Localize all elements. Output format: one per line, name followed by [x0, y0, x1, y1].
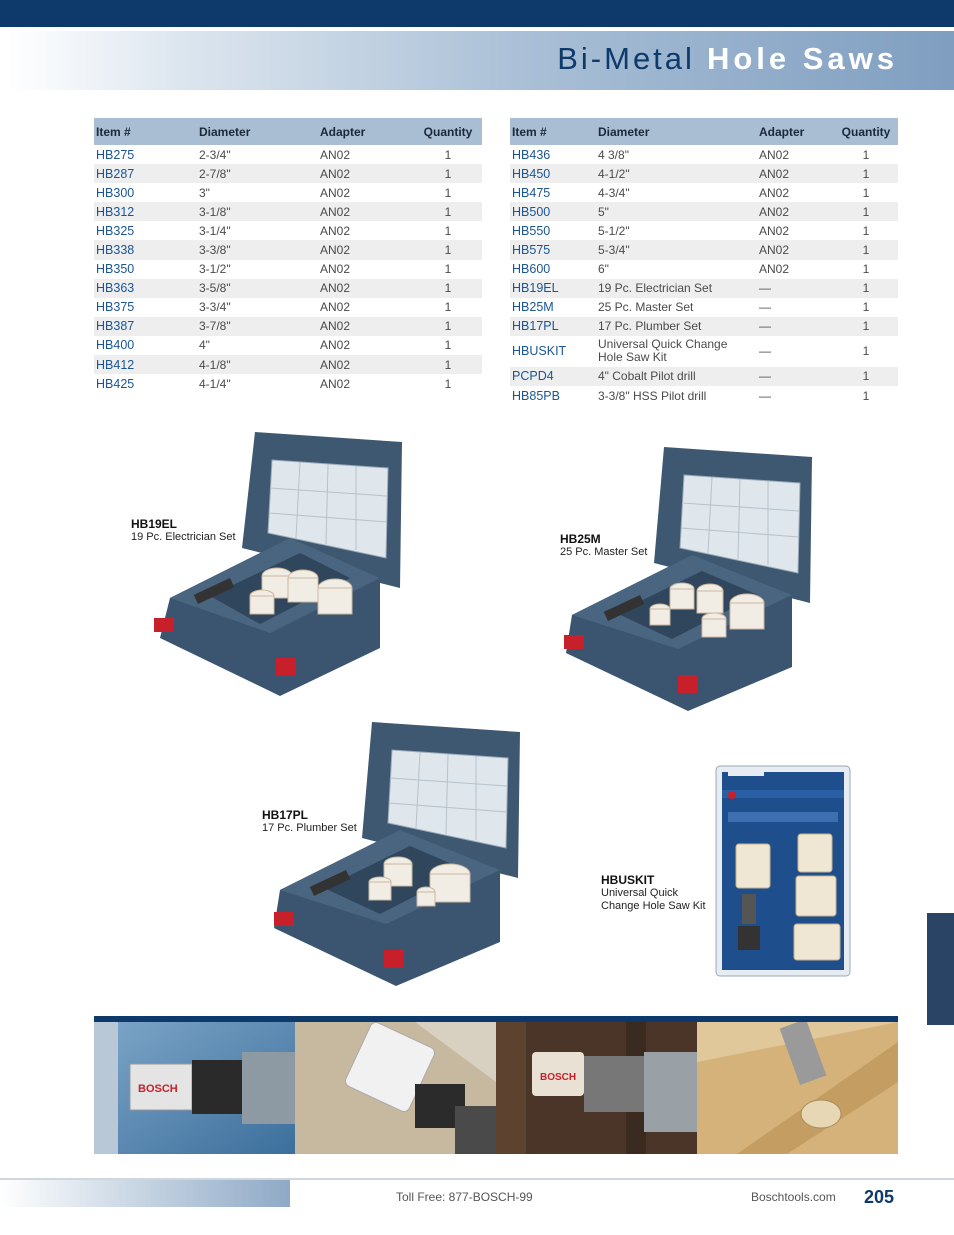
adapter-cell: AN02: [320, 262, 351, 277]
diameter-cell: 4-1/2": [596, 164, 757, 183]
product-desc-line1: Universal Quick: [601, 887, 679, 899]
diameter-cell: 4": [199, 338, 210, 353]
top-bar: [0, 0, 954, 27]
diameter-cell: 5": [596, 202, 757, 221]
diameter-cell: 4" Cobalt Pilot drill: [596, 367, 757, 386]
table-row: [94, 221, 482, 240]
diameter-cell: 4-1/8": [197, 355, 318, 374]
table-row: [94, 279, 482, 298]
quantity-cell: 1: [862, 388, 870, 403]
adapter-cell: AN02: [318, 317, 414, 336]
table-header-row: [94, 118, 482, 145]
diameter-cell: 4-1/4": [199, 376, 231, 391]
item-cell[interactable]: HB85PB: [512, 388, 560, 403]
item-cell[interactable]: HB387: [94, 317, 197, 336]
adapter-cell: AN02: [318, 164, 414, 183]
diameter-cell: 17 Pc. Plumber Set: [596, 317, 757, 336]
hole-saw-case-image: [150, 428, 410, 700]
product-code: HB25M: [560, 532, 601, 546]
table-row: [510, 164, 898, 183]
table-row: [94, 202, 482, 221]
application-photo-strip: [94, 1016, 898, 1154]
item-cell[interactable]: HB600: [512, 262, 551, 277]
quantity-cell: 1: [834, 317, 898, 336]
table-row: [510, 367, 898, 386]
column-header: Item #: [510, 118, 596, 145]
hole-saw-case-image: [270, 718, 530, 990]
table-row: [94, 374, 482, 393]
adapter-cell: AN02: [318, 279, 414, 298]
table-row: [94, 183, 482, 202]
adapter-cell: AN02: [320, 300, 351, 315]
table-row: [510, 260, 898, 279]
quantity-cell: 1: [834, 240, 898, 259]
adapter-cell: AN02: [320, 185, 351, 200]
table-row: [94, 164, 482, 183]
item-cell[interactable]: HB312: [94, 202, 197, 221]
adapter-cell: —: [759, 300, 771, 315]
column-header: Adapter: [318, 118, 414, 145]
adapter-cell: —: [757, 279, 834, 298]
quantity-cell: 1: [834, 367, 898, 386]
spec-table-right: [510, 118, 898, 405]
table-row: [510, 386, 898, 405]
adapter-cell: AN02: [757, 164, 834, 183]
quantity-cell: 1: [444, 376, 452, 391]
product-code: HB17PL: [262, 808, 309, 822]
footer-toll-free: Toll Free: 877-BOSCH-99: [396, 1190, 533, 1204]
table-row: [510, 317, 898, 336]
item-cell[interactable]: HB575: [510, 240, 596, 259]
quantity-cell: 1: [834, 164, 898, 183]
quantity-cell: 1: [834, 202, 898, 221]
photo-drilling-metal: [94, 1022, 295, 1154]
quantity-cell: 1: [862, 147, 870, 162]
adapter-cell: —: [759, 388, 771, 403]
footer-gradient: [0, 1180, 290, 1207]
footer-website[interactable]: Boschtools.com: [751, 1190, 836, 1204]
quantity-cell: 1: [444, 262, 452, 277]
diameter-cell: 3-7/8": [197, 317, 318, 336]
column-header: Diameter: [197, 118, 318, 145]
diameter-cell: 3-3/4": [199, 300, 231, 315]
diameter-cell: 6": [598, 262, 609, 277]
adapter-cell: AN02: [318, 202, 414, 221]
quantity-cell: 1: [414, 317, 482, 336]
column-header: Adapter: [757, 118, 834, 145]
diameter-cell: 3-5/8": [197, 279, 318, 298]
table-row: [510, 336, 898, 367]
table-row: [94, 317, 482, 336]
brand-text: BOSCH: [138, 1083, 178, 1095]
item-cell[interactable]: HB325: [96, 223, 135, 238]
diameter-cell: 4 3/8": [598, 147, 629, 162]
item-cell[interactable]: HB17PL: [510, 317, 596, 336]
item-cell[interactable]: HB375: [96, 300, 135, 315]
blister-pack-image: [714, 764, 852, 978]
product-desc: 17 Pc. Plumber Set: [262, 822, 357, 834]
table-row: [510, 145, 898, 164]
product-label-hbuskit: [601, 874, 706, 913]
diameter-cell: 3-1/2": [199, 262, 231, 277]
adapter-cell: AN02: [759, 262, 790, 277]
table-row: [510, 221, 898, 240]
quantity-cell: 1: [444, 338, 452, 353]
page-number: 205: [864, 1187, 895, 1207]
item-cell[interactable]: HB400: [96, 338, 135, 353]
quantity-cell: 1: [862, 300, 870, 315]
item-cell[interactable]: HB450: [510, 164, 596, 183]
table-row: [510, 183, 898, 202]
item-cell[interactable]: HBUSKIT: [512, 343, 567, 358]
adapter-cell: AN02: [320, 223, 351, 238]
quantity-cell: 1: [444, 300, 452, 315]
adapter-cell: —: [757, 317, 834, 336]
quantity-cell: 1: [834, 279, 898, 298]
item-cell[interactable]: HB500: [510, 202, 596, 221]
item-cell[interactable]: HB412: [94, 355, 197, 374]
table-row: [94, 298, 482, 317]
diameter-cell: 2-3/4": [199, 147, 231, 162]
section-tab: [927, 913, 954, 1025]
table-row: [94, 336, 482, 355]
adapter-cell: AN02: [318, 240, 414, 259]
adapter-cell: AN02: [318, 355, 414, 374]
item-cell[interactable]: HB287: [94, 164, 197, 183]
photo-drilling-lumber: [697, 1022, 898, 1154]
adapter-cell: AN02: [757, 202, 834, 221]
diameter-cell: 3-1/4": [199, 223, 231, 238]
quantity-cell: 1: [444, 147, 452, 162]
column-header: Item #: [94, 118, 197, 145]
column-header: Diameter: [596, 118, 757, 145]
adapter-cell: AN02: [757, 240, 834, 259]
adapter-cell: AN02: [320, 147, 351, 162]
quantity-cell: 1: [414, 355, 482, 374]
diameter-cell: 5-3/4": [596, 240, 757, 259]
table-row: [94, 260, 482, 279]
item-cell[interactable]: HB300: [96, 185, 135, 200]
product-desc-line2: Change Hole Saw Kit: [601, 900, 706, 912]
spec-table-left: [94, 118, 482, 393]
table-row: [510, 202, 898, 221]
table-header-row: [510, 118, 898, 145]
diameter-cell: 4-3/4": [598, 185, 630, 200]
item-cell[interactable]: HB275: [96, 147, 135, 162]
adapter-cell: —: [759, 343, 771, 358]
column-header: Quantity: [834, 118, 898, 145]
diameter-cell: 25 Pc. Master Set: [598, 300, 694, 315]
quantity-cell: 1: [444, 185, 452, 200]
diameter-cell: 5-1/2": [598, 223, 630, 238]
quantity-cell: 1: [414, 202, 482, 221]
quantity-cell: 1: [862, 343, 870, 358]
table-row: [510, 279, 898, 298]
item-cell[interactable]: HB19EL: [510, 279, 596, 298]
quantity-cell: 1: [862, 262, 870, 277]
item-cell[interactable]: HB475: [512, 185, 551, 200]
diameter-cell: Universal Quick Change Hole Saw Kit: [598, 337, 728, 365]
adapter-cell: AN02: [320, 376, 351, 391]
hole-saw-case-image: [562, 443, 822, 715]
quantity-cell: 1: [414, 279, 482, 298]
table-row: [94, 240, 482, 259]
adapter-cell: —: [757, 367, 834, 386]
column-header: Quantity: [414, 118, 482, 145]
item-cell[interactable]: HB363: [94, 279, 197, 298]
product-code: HBUSKIT: [601, 873, 655, 887]
quantity-cell: 1: [414, 240, 482, 259]
table-row: [510, 240, 898, 259]
item-cell[interactable]: HB425: [96, 376, 135, 391]
adapter-cell: AN02: [759, 147, 790, 162]
diameter-cell: 19 Pc. Electrician Set: [596, 279, 757, 298]
title-bold: Hole Saws: [706, 41, 898, 76]
item-cell[interactable]: HB350: [96, 262, 135, 277]
product-desc: 25 Pc. Master Set: [560, 546, 648, 558]
title-light: Bi-Metal: [557, 41, 695, 76]
diameter-cell: 3-3/8": [197, 240, 318, 259]
quantity-cell: 1: [414, 164, 482, 183]
photo-drilling-surface: [295, 1022, 496, 1154]
diameter-cell: 3": [199, 185, 210, 200]
item-cell[interactable]: PCPD4: [510, 367, 596, 386]
item-cell[interactable]: HB550: [512, 223, 551, 238]
page-title: [557, 41, 898, 77]
diameter-cell: 3-1/8": [197, 202, 318, 221]
table-row: [94, 145, 482, 164]
diameter-cell: 3-3/8" HSS Pilot drill: [598, 388, 707, 403]
product-desc: 19 Pc. Electrician Set: [131, 531, 236, 543]
quantity-cell: 1: [862, 223, 870, 238]
table-row: [510, 298, 898, 317]
product-code: HB19EL: [131, 517, 178, 531]
adapter-cell: AN02: [320, 338, 351, 353]
adapter-cell: AN02: [759, 185, 790, 200]
item-cell[interactable]: HB436: [512, 147, 551, 162]
table-row: [94, 355, 482, 374]
quantity-cell: 1: [444, 223, 452, 238]
brand-text: BOSCH: [540, 1072, 577, 1083]
adapter-cell: AN02: [759, 223, 790, 238]
photo-drilling-wood-post: [496, 1022, 697, 1154]
item-cell[interactable]: HB338: [94, 240, 197, 259]
quantity-cell: 1: [862, 185, 870, 200]
item-cell[interactable]: HB25M: [512, 300, 554, 315]
diameter-cell: 2-7/8": [197, 164, 318, 183]
